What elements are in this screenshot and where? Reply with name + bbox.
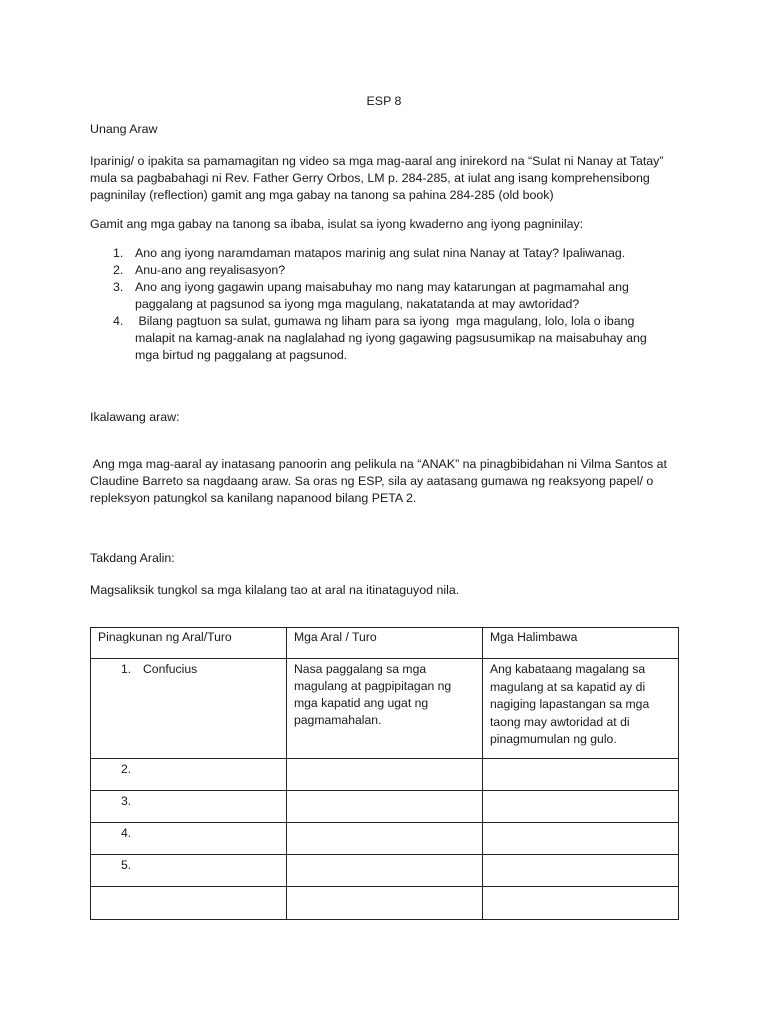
question-text: paggalang at pagsunod sa iyong mga magulang, nakatatanda at may awtoridad? [135,297,580,311]
source-name: Confucius [143,662,198,676]
question-text: Bilang pagtuon sa sulat, gumawa ng liham para sa iyong mga magulang, lolo, lola o ibang [135,314,635,328]
source-cell: 4. [91,823,287,855]
lesson-line: mga kapatid ang ugat ng [294,696,429,710]
day1-intro-line: mula sa pagbabahagi ni Rev. Father Gerry Orbos, LM p. 284-285, at iulat ang isang komprehensibong [90,171,650,185]
question-text: Ano ang iyong naramdaman matapos marinig ang sulat nina Nanay at Tatay? Ipaliwanag. [135,246,626,260]
lesson-cell [287,791,483,823]
source-cell [91,659,287,759]
example-cell [483,887,679,920]
example-line: taong may awtoridad at di [490,714,630,729]
example-line: Ang kabataang magalang sa [490,662,646,676]
question-number: 4. [113,314,124,328]
column-header-source: Pinagkunan ng Aral/Turo [91,628,287,659]
homework-instruction: Magsaliksik tungkol sa mga kilalang tao at aral na itinataguyod nila. [90,583,460,597]
column-header-example: Mga Halimbawa [483,628,679,659]
example-cell [483,791,679,823]
question-text: Anu-ano ang reyalisasyon? [135,263,286,277]
homework-heading: Takdang Aralin: [90,551,175,565]
source-cell: 2. [91,759,287,791]
row-number: 1. [121,662,132,676]
lesson-line: magulang at pagpipitagan ng [294,679,452,693]
lesson-cell [287,659,483,759]
day1-heading: Unang Araw [90,122,158,136]
table-header-row [91,628,679,659]
lessons-table [90,627,679,920]
table-row [91,855,679,887]
lesson-cell [287,887,483,920]
day2-heading: Ikalawang araw: [90,410,180,424]
example-line: nagiging lapastangan sa mga [490,697,650,711]
table-row [91,887,679,920]
guide-question [113,262,673,279]
lesson-line: pagmamahalan. [294,713,382,727]
day2-body-line: repleksyon patungkol sa kanilang napanood bilang PETA 2. [90,491,417,505]
document-title: ESP 8 [366,94,402,108]
question-number: 2. [113,263,124,277]
guide-questions-list [113,245,673,364]
example-line: magulang at sa kapatid ay di [490,679,646,694]
example-cell [483,823,679,855]
example-cell [483,855,679,887]
lesson-cell [287,855,483,887]
lesson-cell [287,759,483,791]
example-line: pinagmumulan ng gulo. [490,732,617,746]
example-cell [483,659,679,759]
question-text: mga birtud ng paggalang at pagsunod. [135,348,348,362]
table-row [91,791,679,823]
column-header-lesson: Mga Aral / Turo [287,628,483,659]
example-cell [483,759,679,791]
question-text: malapit na kamag-anak na naglalahad ng iyong gagawing pagsusumikap na maisabuhay ang [135,331,647,345]
day1-intro-line: Iparinig/ o ipakita sa pamamagitan ng video sa mga mag-aaral ang inirekord na “Sulat ni Nanay at Tatay” [90,154,664,168]
question-number: 1. [113,246,124,260]
day2-body-line: Claudine Barreto sa nagdaang araw. Sa oras ng ESP, sila ay aatasang gumawa ng reaksyong papel/ o [90,474,654,488]
lesson-cell [287,823,483,855]
source-cell [91,887,287,920]
question-text: Ano ang iyong gagawin upang maisabuhay mo nang may katarungan at pagmamahal ang [135,280,629,294]
guide-question [113,279,673,313]
day1-intro-line: pagninilay (reflection) gamit ang mga gabay na tanong sa pahina 284-285 (old book) [90,188,554,202]
source-cell: 3. [91,791,287,823]
day1-instruction: Gamit ang mga gabay na tanong sa ibaba, isulat sa iyong kwaderno ang iyong pagninilay: [90,217,584,231]
guide-question [113,313,673,364]
table-row [91,823,679,855]
table-row [91,659,679,759]
lesson-line: Nasa paggalang sa mga [294,662,427,676]
table-row [91,759,679,791]
guide-question [113,245,673,262]
source-cell: 5. [91,855,287,887]
question-number: 3. [113,280,124,294]
day2-body-line: Ang mga mag-aaral ay inatasang panoorin ang pelikula na “ANAK” na pinagbibidahan ni Vilma Santos at [90,457,667,471]
